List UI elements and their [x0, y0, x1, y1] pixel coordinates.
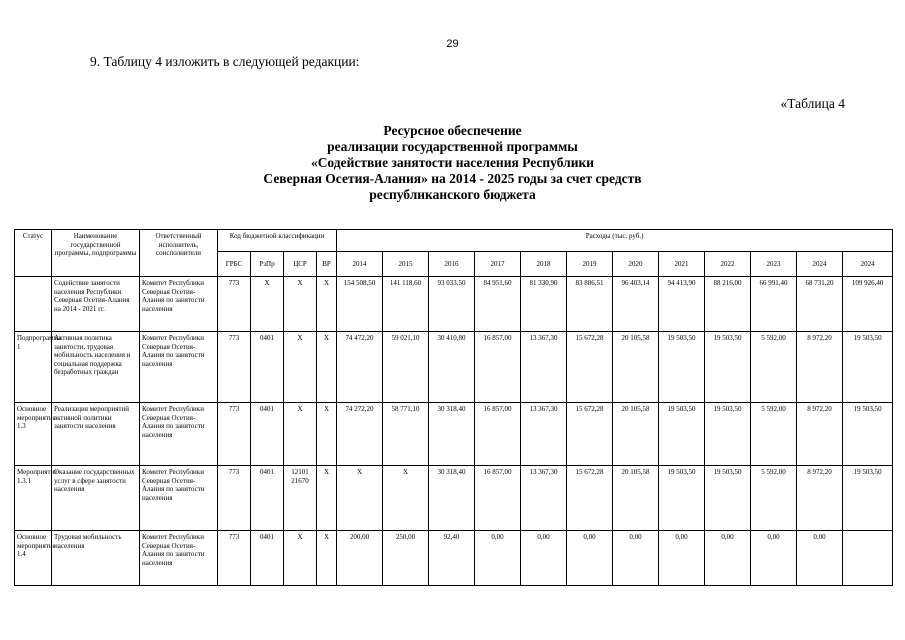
- row-value: 13 367,30: [521, 403, 567, 466]
- header-expenses-group: Расходы (тыс. руб.): [337, 230, 893, 252]
- row-name: Трудовая мобильность населения: [52, 531, 140, 586]
- row-value: 250,00: [383, 531, 429, 586]
- row-value: 8 972,20: [797, 403, 843, 466]
- row-value: 30 318,40: [429, 403, 475, 466]
- row-value: 74 472,20: [337, 332, 383, 403]
- row-value: 8 972,20: [797, 332, 843, 403]
- table-row: [15, 403, 893, 466]
- table-row: [15, 531, 893, 586]
- row-status: Подпрограмма 1: [15, 332, 52, 403]
- header-year-1: 2015: [383, 252, 429, 277]
- row-code: X: [317, 403, 337, 466]
- row-value: [843, 531, 893, 586]
- header-name: Наименование государственной программы, подпрограммы: [52, 230, 140, 277]
- row-value: X: [383, 466, 429, 531]
- table-row: [15, 277, 893, 332]
- row-value: 8 972,20: [797, 466, 843, 531]
- row-value: 141 118,60: [383, 277, 429, 332]
- header-year-11: 2024: [843, 252, 893, 277]
- table-title: [0, 123, 905, 203]
- row-name: Содействие занятости населения Республики Северная Осетия-Алания на 2014 - 2021 гг.: [52, 277, 140, 332]
- header-code-0: ГРБС: [218, 252, 251, 277]
- row-code: X: [317, 466, 337, 531]
- row-value: X: [337, 466, 383, 531]
- row-code: 773: [218, 277, 251, 332]
- row-value: 0,00: [613, 531, 659, 586]
- row-status: Основное мероприятие 1.3: [15, 403, 52, 466]
- resource-table: [14, 229, 893, 586]
- row-responsible: Комитет Республики Северная Осетия-Алания по занятости населения: [140, 277, 218, 332]
- row-value: 19 503,50: [843, 466, 893, 531]
- header-year-5: 2019: [567, 252, 613, 277]
- row-status: Основное мероприятие 1.4: [15, 531, 52, 586]
- header-year-2: 2016: [429, 252, 475, 277]
- header-year-10: 2024: [797, 252, 843, 277]
- row-value: 83 886,51: [567, 277, 613, 332]
- row-value: 20 105,58: [613, 332, 659, 403]
- row-code: 0401: [251, 403, 284, 466]
- title-line: Северная Осетия-Алания» на 2014 - 2025 годы за счет средств: [263, 171, 642, 186]
- row-value: 16 857,00: [475, 466, 521, 531]
- row-value: 19 503,50: [705, 466, 751, 531]
- row-responsible: Комитет Республики Северная Осетия-Алания по занятости населения: [140, 332, 218, 403]
- title-line: Ресурсное обеспечение: [383, 123, 522, 138]
- row-value: 88 216,00: [705, 277, 751, 332]
- row-code: 773: [218, 466, 251, 531]
- row-name: Реализация мероприятий активной политики занятости населения: [52, 403, 140, 466]
- row-value: 154 508,50: [337, 277, 383, 332]
- row-value: 59 021,10: [383, 332, 429, 403]
- row-code: X: [317, 531, 337, 586]
- row-name: Активная политика занятости, трудовая мобильность населения и социальная поддержка безработных граждан: [52, 332, 140, 403]
- row-value: 96 403,14: [613, 277, 659, 332]
- row-value: 16 857,00: [475, 403, 521, 466]
- row-value: 20 105,58: [613, 466, 659, 531]
- header-code-2: ЦСР: [284, 252, 317, 277]
- header-year-4: 2018: [521, 252, 567, 277]
- row-value: 81 330,90: [521, 277, 567, 332]
- row-value: 58 771,10: [383, 403, 429, 466]
- row-code: X: [317, 277, 337, 332]
- row-responsible: Комитет Республики Северная Осетия-Алания по занятости населения: [140, 466, 218, 531]
- row-code: X: [284, 403, 317, 466]
- row-value: 15 672,28: [567, 332, 613, 403]
- row-code: X: [284, 332, 317, 403]
- row-code: X: [284, 277, 317, 332]
- row-value: 19 503,50: [843, 403, 893, 466]
- row-value: 5 592,00: [751, 466, 797, 531]
- row-value: 200,00: [337, 531, 383, 586]
- row-value: 84 951,60: [475, 277, 521, 332]
- row-value: 94 413,90: [659, 277, 705, 332]
- row-value: 0,00: [475, 531, 521, 586]
- header-code-group: Код бюджетной классификации: [218, 230, 337, 252]
- row-value: 93 033,50: [429, 277, 475, 332]
- row-code: X: [317, 332, 337, 403]
- row-code: 0401: [251, 466, 284, 531]
- row-value: 19 503,50: [843, 332, 893, 403]
- header-status: Статус: [15, 230, 52, 277]
- row-responsible: Комитет Республики Северная Осетия-Алания по занятости населения: [140, 403, 218, 466]
- header-year-9: 2023: [751, 252, 797, 277]
- row-value: 13 367,30: [521, 332, 567, 403]
- row-code: 0401: [251, 531, 284, 586]
- row-status: Мероприятие 1.3.1: [15, 466, 52, 531]
- row-value: 30 318,40: [429, 466, 475, 531]
- row-value: 15 672,28: [567, 466, 613, 531]
- row-value: 19 503,50: [659, 466, 705, 531]
- row-value: 0,00: [567, 531, 613, 586]
- row-value: 92,40: [429, 531, 475, 586]
- intro-text: 9. Таблицу 4 изложить в следующей редакции:: [90, 54, 360, 69]
- header-code-3: ВР: [317, 252, 337, 277]
- row-value: 66 991,40: [751, 277, 797, 332]
- row-code: 0401: [251, 332, 284, 403]
- row-value: 19 503,50: [659, 403, 705, 466]
- header-year-3: 2017: [475, 252, 521, 277]
- row-value: 68 731,20: [797, 277, 843, 332]
- table-row: [15, 332, 893, 403]
- header-responsible: Ответственный исполнитель, соисполнители: [140, 230, 218, 277]
- header-code-1: РзПр: [251, 252, 284, 277]
- row-value: 0,00: [521, 531, 567, 586]
- row-value: 0,00: [751, 531, 797, 586]
- row-value: 16 857,00: [475, 332, 521, 403]
- row-code: 12101 21670: [284, 466, 317, 531]
- row-value: 19 503,50: [659, 332, 705, 403]
- row-status: [15, 277, 52, 332]
- row-value: 0,00: [797, 531, 843, 586]
- header-year-7: 2021: [659, 252, 705, 277]
- row-value: 20 105,58: [613, 403, 659, 466]
- row-value: 19 503,50: [705, 332, 751, 403]
- row-value: 5 592,00: [751, 332, 797, 403]
- row-value: 30 410,80: [429, 332, 475, 403]
- table-row: [15, 466, 893, 531]
- title-line: республиканского бюджета: [369, 187, 536, 202]
- row-code: 773: [218, 531, 251, 586]
- row-code: X: [284, 531, 317, 586]
- title-line: реализации государственной программы: [327, 139, 578, 154]
- header-year-8: 2022: [705, 252, 751, 277]
- table-label: «Таблица 4: [780, 96, 845, 111]
- row-value: 19 503,50: [705, 403, 751, 466]
- row-value: 0,00: [659, 531, 705, 586]
- title-line: «Содействие занятости населения Республики: [310, 155, 595, 170]
- row-value: 109 926,40: [843, 277, 893, 332]
- row-responsible: Комитет Республики Северная Осетия-Алания по занятости населения: [140, 531, 218, 586]
- row-value: 15 672,28: [567, 403, 613, 466]
- row-name: Оказание государственных услуг в сфере занятости населения: [52, 466, 140, 531]
- row-code: 773: [218, 403, 251, 466]
- row-code: 773: [218, 332, 251, 403]
- row-value: 0,00: [705, 531, 751, 586]
- row-value: 5 592,00: [751, 403, 797, 466]
- header-year-6: 2020: [613, 252, 659, 277]
- header-row: [15, 230, 893, 252]
- header-year-0: 2014: [337, 252, 383, 277]
- page-number: 29: [446, 38, 459, 50]
- row-code: X: [251, 277, 284, 332]
- row-value: 13 367,30: [521, 466, 567, 531]
- row-value: 74 272,20: [337, 403, 383, 466]
